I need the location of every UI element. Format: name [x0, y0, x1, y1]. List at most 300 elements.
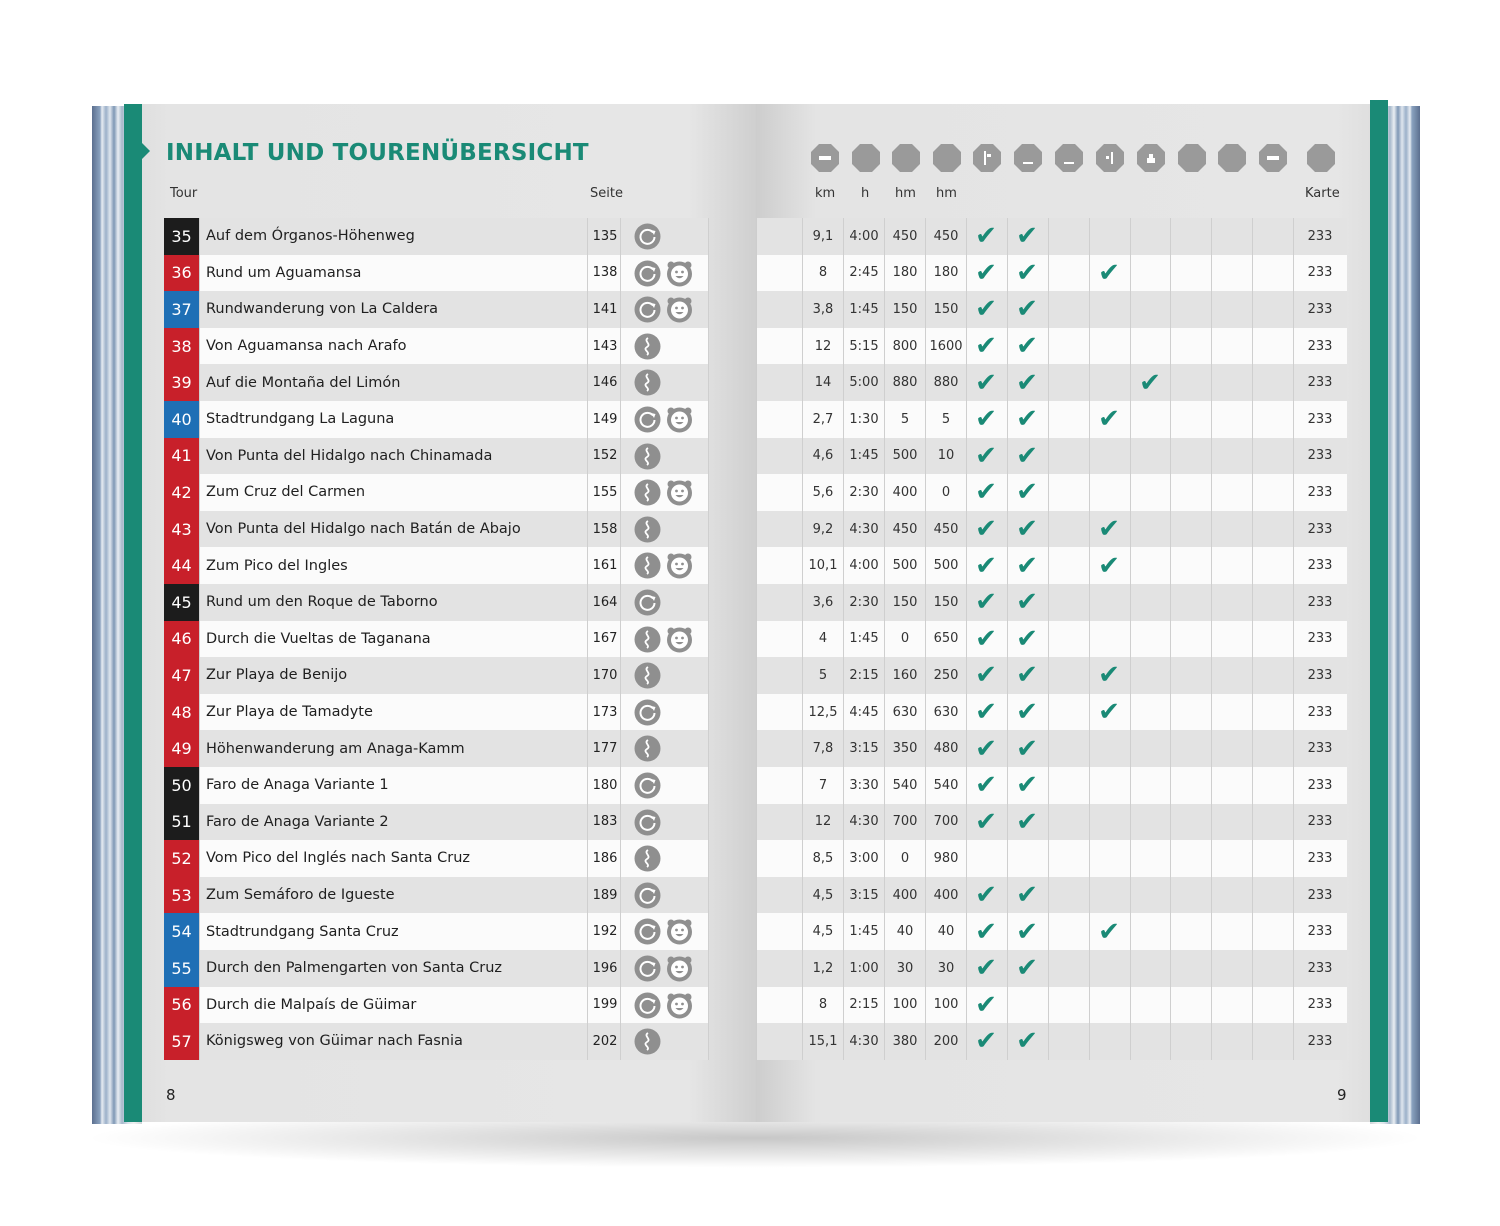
column-divider [1089, 328, 1090, 365]
column-divider [1048, 364, 1049, 401]
tour-name: Auf dem Órganos-Höhenweg [206, 228, 415, 245]
column-divider [1252, 511, 1253, 548]
tour-page: 196 [592, 960, 618, 976]
column-divider [587, 950, 588, 987]
column-divider [620, 401, 621, 438]
column-divider [620, 1023, 621, 1060]
page-title: INHALT UND TOURENÜBERSICHT [166, 140, 589, 166]
tour-name: Zur Playa de Tamadyte [206, 704, 373, 721]
distance-km: 12,5 [808, 704, 838, 720]
table-row [0, 511, 1500, 548]
column-divider [1170, 950, 1171, 987]
ascent-hm: 0 [900, 850, 910, 866]
column-divider [708, 767, 709, 804]
ascent-hm: 380 [892, 1033, 918, 1049]
map-page: 233 [1307, 301, 1333, 317]
loop-route-icon [634, 918, 661, 945]
tour-number: 39 [164, 364, 199, 401]
distance-km: 4 [818, 631, 828, 647]
map-page: 233 [1307, 960, 1333, 976]
descent-hm: 150 [933, 594, 959, 610]
ascent-hm: 350 [892, 741, 918, 757]
column-divider [587, 694, 588, 731]
distance-km: 12 [814, 338, 832, 354]
loop-route-icon [634, 809, 661, 836]
duration: 2:45 [849, 265, 879, 281]
tour-name: Durch den Palmengarten von Santa Cruz [206, 960, 502, 977]
column-divider [620, 987, 621, 1024]
ascent-hm: 30 [896, 960, 914, 976]
map-page: 233 [1307, 375, 1333, 391]
checkmark-icon: ✔ [1016, 331, 1038, 362]
column-divider [1170, 621, 1171, 658]
column-divider [708, 950, 709, 987]
tour-page: 177 [592, 741, 618, 757]
column-divider [708, 438, 709, 475]
column-divider [1048, 913, 1049, 950]
duration: 3:15 [849, 887, 879, 903]
column-divider [1252, 767, 1253, 804]
page-number-left: 8 [166, 1086, 176, 1104]
column-divider [1130, 767, 1131, 804]
column-divider [620, 255, 621, 292]
distance-km: 9,2 [812, 521, 834, 537]
column-divider [1170, 657, 1171, 694]
tour-name: Zum Semáforo de Igueste [206, 887, 395, 904]
tour-page: 161 [592, 558, 618, 574]
table-row [0, 1023, 1500, 1060]
column-divider [1170, 255, 1171, 292]
tour-number: 40 [164, 401, 199, 438]
tour-page: 180 [592, 777, 618, 793]
duration: 1:30 [849, 411, 879, 427]
column-divider [1048, 1023, 1049, 1060]
tour-name: Durch die Vueltas de Taganana [206, 630, 431, 647]
table-row [0, 804, 1500, 841]
checkmark-icon: ✔ [1016, 477, 1038, 508]
tour-name: Vom Pico del Inglés nach Santa Cruz [206, 850, 471, 867]
map-page: 233 [1307, 228, 1333, 244]
circle-icon [1177, 143, 1207, 173]
column-divider [708, 364, 709, 401]
tour-number: 37 [164, 291, 199, 328]
column-divider [708, 730, 709, 767]
duration: 1:45 [849, 301, 879, 317]
ascent-hm: 450 [892, 521, 918, 537]
table-row [0, 218, 1500, 255]
column-divider [620, 767, 621, 804]
checkmark-icon: ✔ [1016, 916, 1038, 947]
column-divider [1130, 255, 1131, 292]
column-divider [1048, 474, 1049, 511]
column-divider [587, 987, 588, 1024]
column-divider [1252, 840, 1253, 877]
tour-number: 57 [164, 1023, 199, 1060]
column-divider [199, 950, 200, 987]
column-divider [199, 913, 200, 950]
column-divider [1048, 547, 1049, 584]
column-divider [1252, 950, 1253, 987]
column-divider [708, 621, 709, 658]
column-divider [199, 877, 200, 914]
ascent-hm: 880 [892, 375, 918, 391]
checkmark-icon: ✔ [1016, 550, 1038, 581]
tour-page: 189 [592, 887, 618, 903]
column-divider [1252, 877, 1253, 914]
table-row [0, 694, 1500, 731]
table-row [0, 474, 1500, 511]
descent-hm: 200 [933, 1033, 959, 1049]
descent-hm: 630 [933, 704, 959, 720]
column-divider [587, 291, 588, 328]
descent-hm: 40 [937, 924, 955, 940]
column-divider [199, 255, 200, 292]
column-divider [1089, 621, 1090, 658]
column-divider [708, 511, 709, 548]
column-divider [199, 328, 200, 365]
tour-page: 192 [592, 924, 618, 940]
loop-route-icon [634, 882, 661, 909]
map-page: 233 [1307, 704, 1333, 720]
tour-page: 152 [592, 448, 618, 464]
bus-icon [1258, 143, 1288, 173]
cable-car-icon [1095, 143, 1125, 173]
checkmark-icon: ✔ [1016, 953, 1038, 984]
header-karte: Karte [1305, 186, 1340, 201]
loop-route-icon [634, 296, 661, 323]
map-page: 233 [1307, 741, 1333, 757]
one-way-route-icon [634, 845, 661, 872]
column-divider [620, 218, 621, 255]
tour-number: 53 [164, 877, 199, 914]
table-row [0, 584, 1500, 621]
checkmark-icon: ✔ [1016, 880, 1038, 911]
shoe-icon [810, 143, 840, 173]
tour-name: Rund um Aguamansa [206, 264, 362, 281]
column-divider [1252, 291, 1253, 328]
column-divider [199, 291, 200, 328]
checkmark-icon: ✔ [1098, 404, 1120, 435]
checkmark-icon: ✔ [1016, 733, 1038, 764]
tour-number: 46 [164, 621, 199, 658]
duration: 3:30 [849, 777, 879, 793]
column-divider [587, 1023, 588, 1060]
column-divider [199, 547, 200, 584]
column-divider [1252, 401, 1253, 438]
column-divider [1048, 584, 1049, 621]
column-divider [1130, 804, 1131, 841]
distance-km: 4,6 [812, 448, 834, 464]
checkmark-icon: ✔ [975, 953, 997, 984]
map-page: 233 [1307, 558, 1333, 574]
column-divider [1007, 987, 1008, 1024]
checkmark-icon: ✔ [975, 587, 997, 618]
column-divider [587, 804, 588, 841]
column-divider [1130, 621, 1131, 658]
ascent-hm: 500 [892, 448, 918, 464]
column-divider [1252, 328, 1253, 365]
column-divider [1170, 364, 1171, 401]
column-divider [1211, 364, 1212, 401]
distance-km: 4,5 [812, 924, 834, 940]
column-divider [1211, 547, 1212, 584]
checkmark-icon: ✔ [975, 697, 997, 728]
column-divider [708, 840, 709, 877]
distance-km: 9,1 [812, 228, 834, 244]
checkmark-icon: ✔ [1016, 660, 1038, 691]
column-divider [587, 767, 588, 804]
column-divider [1252, 804, 1253, 841]
column-divider [587, 255, 588, 292]
checkmark-icon: ✔ [975, 733, 997, 764]
checkmark-icon: ✔ [975, 880, 997, 911]
column-divider [1170, 218, 1171, 255]
column-divider [708, 328, 709, 365]
column-divider [1211, 474, 1212, 511]
checkmark-icon: ✔ [1016, 806, 1038, 837]
duration: 1:45 [849, 631, 879, 647]
tour-page: 183 [592, 814, 618, 830]
column-divider [1211, 328, 1212, 365]
tour-name: Durch die Malpaís de Güimar [206, 996, 417, 1013]
loop-route-icon [634, 772, 661, 799]
column-divider [708, 804, 709, 841]
tour-number: 35 [164, 218, 199, 255]
distance-km: 3,6 [812, 594, 834, 610]
column-divider [1170, 694, 1171, 731]
checkmark-icon: ✔ [975, 550, 997, 581]
duration: 5:15 [849, 338, 879, 354]
ascent-hm: 150 [892, 301, 918, 317]
column-divider [1211, 730, 1212, 767]
column-divider [1211, 950, 1212, 987]
column-divider [1089, 474, 1090, 511]
column-divider [1089, 1023, 1090, 1060]
column-divider [587, 877, 588, 914]
ascent-hm: 630 [892, 704, 918, 720]
column-divider [1170, 584, 1171, 621]
checkmark-icon: ✔ [1016, 294, 1038, 325]
column-divider [587, 584, 588, 621]
table-row [0, 401, 1500, 438]
distance-km: 12 [814, 814, 832, 830]
tour-name: Zum Cruz del Carmen [206, 484, 366, 501]
bench-icon [1054, 143, 1084, 173]
column-divider [1170, 840, 1171, 877]
column-divider [620, 840, 621, 877]
header-tour: Tour [170, 186, 198, 201]
map-page: 233 [1307, 887, 1333, 903]
column-divider [199, 511, 200, 548]
column-divider [1252, 1023, 1253, 1060]
distance-km: 15,1 [808, 1033, 838, 1049]
duration: 4:00 [849, 228, 879, 244]
map-page: 233 [1307, 924, 1333, 940]
column-divider [1130, 950, 1131, 987]
family-bear-icon [666, 626, 693, 653]
checkmark-icon: ✔ [1016, 404, 1038, 435]
column-divider [1048, 401, 1049, 438]
tour-name: Rundwanderung von La Caldera [206, 301, 439, 318]
column-divider [1130, 401, 1131, 438]
column-divider [1170, 547, 1171, 584]
distance-km: 3,8 [812, 301, 834, 317]
column-divider [620, 694, 621, 731]
column-divider [1170, 1023, 1171, 1060]
distance-km: 10,1 [808, 558, 838, 574]
column-divider [1170, 913, 1171, 950]
column-divider [1089, 877, 1090, 914]
column-divider [708, 694, 709, 731]
tour-page: 173 [592, 704, 618, 720]
column-divider [1252, 694, 1253, 731]
tour-number: 48 [164, 694, 199, 731]
column-divider [1048, 255, 1049, 292]
column-divider [1170, 987, 1171, 1024]
checkmark-icon: ✔ [1098, 257, 1120, 288]
one-way-route-icon [634, 1028, 661, 1055]
tour-page: 167 [592, 631, 618, 647]
column-divider [587, 511, 588, 548]
checkmark-icon: ✔ [1098, 514, 1120, 545]
one-way-route-icon [634, 735, 661, 762]
column-divider [620, 364, 621, 401]
column-divider [708, 547, 709, 584]
checkmark-icon: ✔ [1016, 514, 1038, 545]
column-divider [587, 840, 588, 877]
column-divider [587, 913, 588, 950]
column-divider [620, 547, 621, 584]
one-way-route-icon [634, 479, 661, 506]
tour-page: 135 [592, 228, 618, 244]
checkmark-icon: ✔ [975, 989, 997, 1020]
table-row [0, 255, 1500, 292]
descent-hm: 100 [933, 997, 959, 1013]
tour-name: Stadtrundgang Santa Cruz [206, 923, 399, 940]
tour-number: 54 [164, 913, 199, 950]
header-hours: h [861, 186, 870, 201]
column-divider [620, 438, 621, 475]
descent-hm: 650 [933, 631, 959, 647]
column-divider [708, 218, 709, 255]
loop-route-icon [634, 260, 661, 287]
tour-page: 138 [592, 265, 618, 281]
column-divider [1252, 218, 1253, 255]
ascent-hm: 180 [892, 265, 918, 281]
tour-name: Königsweg von Güimar nach Fasnia [206, 1033, 463, 1050]
descent-hm: 450 [933, 228, 959, 244]
table-row [0, 840, 1500, 877]
duration: 4:30 [849, 521, 879, 537]
duration: 2:15 [849, 997, 879, 1013]
column-divider [1211, 401, 1212, 438]
checkmark-icon: ✔ [975, 404, 997, 435]
one-way-route-icon [634, 443, 661, 470]
tour-name: Stadtrundgang La Laguna [206, 411, 395, 428]
descent-hm: 180 [933, 265, 959, 281]
column-divider [199, 364, 200, 401]
family-bear-icon [666, 296, 693, 323]
map-page: 233 [1307, 667, 1333, 683]
column-divider [620, 913, 621, 950]
checkmark-icon: ✔ [1098, 916, 1120, 947]
duration: 5:00 [849, 375, 879, 391]
column-divider [1211, 584, 1212, 621]
checkmark-icon: ✔ [975, 294, 997, 325]
tour-number: 56 [164, 987, 199, 1024]
distance-km: 8 [818, 997, 828, 1013]
column-divider [620, 950, 621, 987]
family-bear-icon [666, 552, 693, 579]
column-divider [1089, 218, 1090, 255]
column-divider [1130, 328, 1131, 365]
column-divider [708, 1023, 709, 1060]
one-way-route-icon [634, 516, 661, 543]
column-divider [1089, 291, 1090, 328]
checkmark-icon: ✔ [975, 440, 997, 471]
hut-icon [1136, 143, 1166, 173]
column-divider [1252, 621, 1253, 658]
checkmark-icon: ✔ [975, 1026, 997, 1057]
tour-number: 51 [164, 804, 199, 841]
header-seite: Seite [590, 186, 623, 201]
distance-km: 2,7 [812, 411, 834, 427]
descent-hm: 980 [933, 850, 959, 866]
column-divider [1089, 950, 1090, 987]
column-divider [1170, 511, 1171, 548]
column-divider [1211, 657, 1212, 694]
column-divider [199, 804, 200, 841]
duration: 3:00 [849, 850, 879, 866]
checkmark-icon: ✔ [975, 916, 997, 947]
descent-hm: 150 [933, 301, 959, 317]
column-divider [1048, 438, 1049, 475]
table-row [0, 730, 1500, 767]
duration: 2:30 [849, 594, 879, 610]
table-row [0, 621, 1500, 658]
signpost-icon [972, 143, 1002, 173]
column-divider [1130, 547, 1131, 584]
column-divider [587, 621, 588, 658]
loop-route-icon [634, 589, 661, 616]
descent-hm: 400 [933, 887, 959, 903]
column-divider [1211, 913, 1212, 950]
table-row [0, 291, 1500, 328]
distance-km: 8,5 [812, 850, 834, 866]
checkmark-icon: ✔ [1016, 770, 1038, 801]
column-divider [1130, 913, 1131, 950]
descent-hm: 10 [937, 448, 955, 464]
checkmark-icon: ✔ [1016, 587, 1038, 618]
circle-icon [1306, 143, 1336, 173]
loop-route-icon [634, 955, 661, 982]
checkmark-icon: ✔ [1016, 697, 1038, 728]
descent-hm: 540 [933, 777, 959, 793]
column-divider [1048, 767, 1049, 804]
column-divider [1048, 621, 1049, 658]
column-divider [708, 877, 709, 914]
tour-number: 38 [164, 328, 199, 365]
tour-page: 141 [592, 301, 618, 317]
tour-number: 45 [164, 584, 199, 621]
tour-name: Zum Pico del Ingles [206, 557, 348, 574]
checkmark-icon: ✔ [1016, 257, 1038, 288]
tour-name: Von Aguamansa nach Arafo [206, 338, 407, 355]
checkmark-icon: ✔ [1016, 440, 1038, 471]
header-hm-descent: hm [936, 186, 957, 201]
column-divider [1211, 255, 1212, 292]
column-divider [1211, 987, 1212, 1024]
